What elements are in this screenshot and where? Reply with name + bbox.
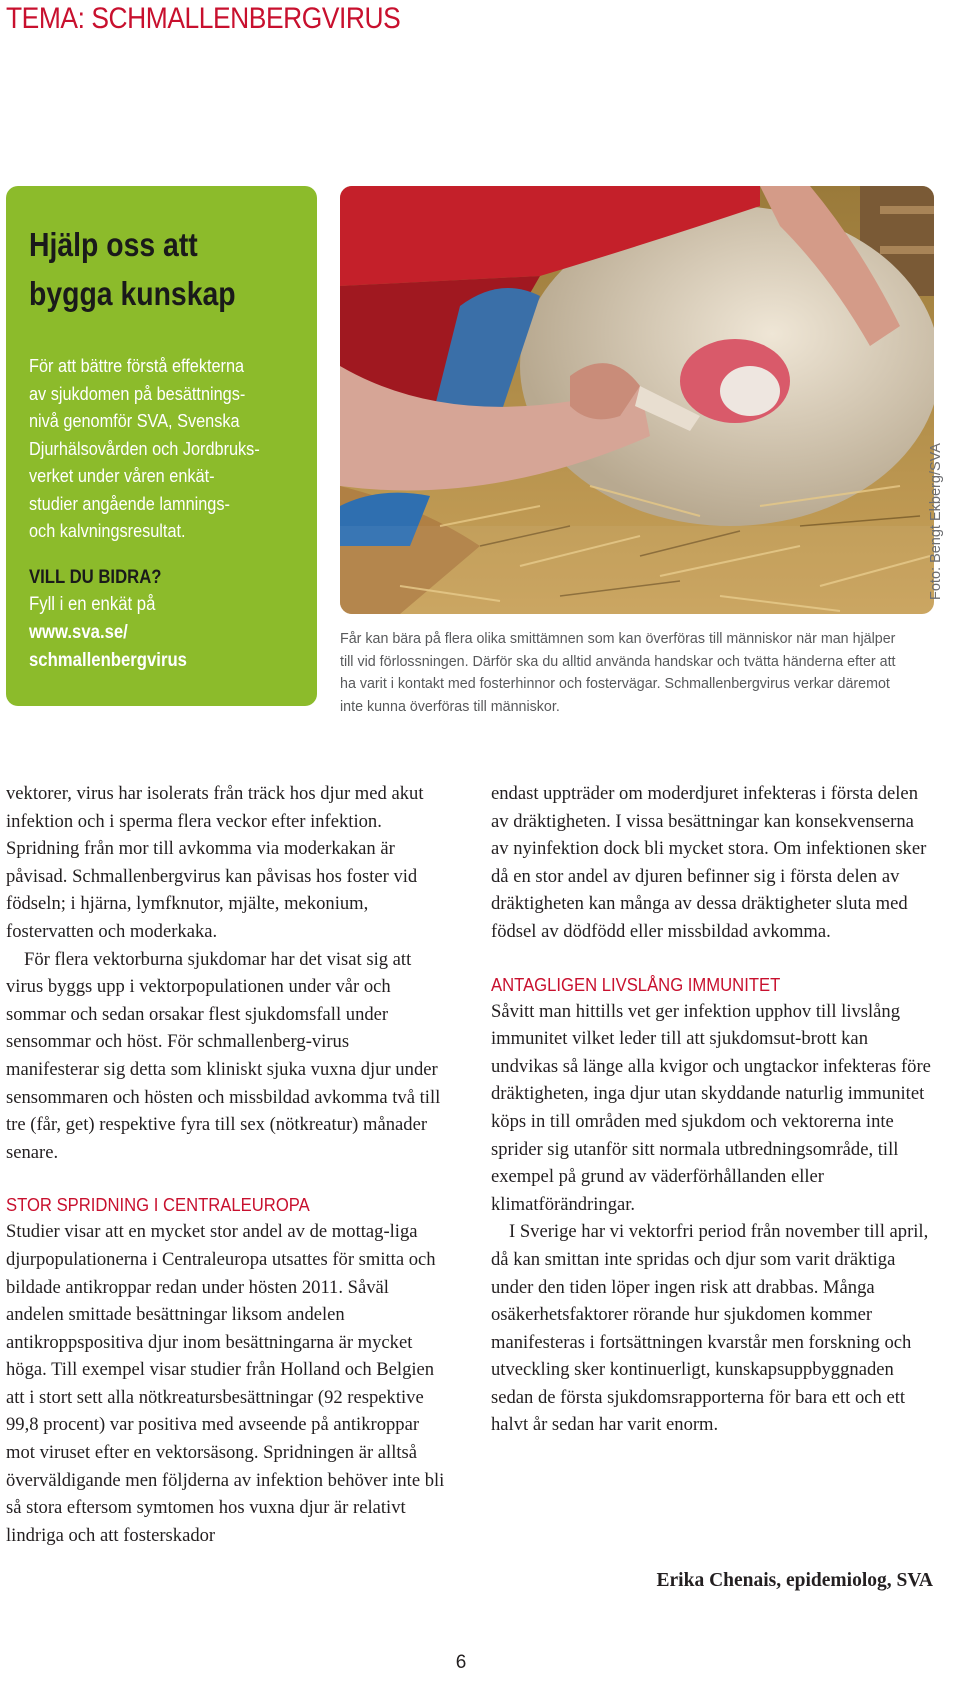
left-column xyxy=(6,780,446,1549)
body-paragraph: Studier visar att en mycket stor andel av de mottag-liga djurpopulationerna i Centraleuropa utsattes för smitta och bildade antikroppar redan under hösten 2011. Såväl andelen smittade besättningar liksom andelen antikroppspositiva djur inom besättningarna är mycket höga. Till exempel visar studier från Holland och Belgien att i stort sett alla nötkreatursbesättningar (92 respektive 99,8 procent) var positiva med avseende på antikroppar mot viruset efter en vektorsäsong. Spridningen är alltså överväldigande men följderna av infektion behöver inte bli så stora eftersom symtomen hos vuxna djur är relativt lindriga och att fosterskador xyxy=(6,1221,445,1546)
section-heading: ANTAGLIGEN LIVSLÅNG IMMUNITET xyxy=(491,973,781,995)
info-box-cta-text: Fyll i en enkät på xyxy=(29,593,156,615)
right-column xyxy=(491,780,931,1439)
info-box xyxy=(6,186,317,706)
lambing-photo xyxy=(340,186,934,614)
body-paragraph: vektorer, virus har isolerats från träck hos djur med akut infektion och i sperma flera veckor efter infektion. Spridning från mor till avkomma via moderkakan är påvisad. Schmallenbergvirus kan påvisas hos foster vid födseln; i hjärna, lymfknutor, mjälte, mekonium, fostervatten och moderkaka. xyxy=(6,783,424,942)
body-paragraph: För flera vektorburna sjukdomar har det visat sig att virus byggs upp i vektorpopulationen under vår och sommar och sedan orsakar flest sjukdomsfall under sensommar och höst. För schmallenberg-virus manifesterar sig detta som kliniskt sjuka vuxna djur under sensommaren och hösten och missbildad avkomma två till tre (får, get) respektive fyra till sex (nötkreatur) månader senare. xyxy=(6,948,441,1163)
body-paragraph: Såvitt man hittills vet ger infektion upphov till livslång immunitet vilket leder till att sjukdomsut-brott kan undvikas så länge alla kvigor och ungtackor infekteras före dräktigheten, inga djur utan skyddande naturlig immunitet köps in till områden med sjukdom och vektorerna inte sprider sig utanför sitt normala utbredningsområde, till exempel på grund av väderförhållanden eller klimatförändringar. xyxy=(491,1000,931,1215)
body-paragraph: endast uppträder om moderdjuret infekteras i första delen av dräktigheten. I vissa besättningar kan konsekvenserna av nyinfektion dock bli mycket stora. Om infektionen sker då en stor andel av djuren befinner sig i första delen av dräktigheten kan många av dessa dräktigheter sluta med födsel av dödfödd eller missbildad avkomma. xyxy=(491,783,927,942)
info-box-cta-heading: VILL DU BIDRA? xyxy=(29,566,162,588)
info-box-intro: För att bättre förstå effekterna av sjukdomen på besättnings- nivå genomför SVA, Svenska Djurhälsovården och Jordbruks- verket under våren enkät- studier angående lamnings- och kalvningsresultat. xyxy=(29,355,260,541)
section-heading: STOR SPRIDNING I CENTRALEUROPA xyxy=(6,1194,310,1216)
page-number: 6 xyxy=(455,1652,467,1673)
photo-credit: Foto: Bengt Ekberg/SVA xyxy=(928,443,944,600)
section-header: TEMA: SCHMALLENBERGVIRUS xyxy=(6,2,401,35)
survey-link[interactable]: www.sva.se/ schmallenbergvirus xyxy=(29,621,187,671)
author-signature: Erika Chenais, epidemiolog, SVA xyxy=(656,1570,933,1591)
info-box-heading: Hjälp oss att bygga kunskap xyxy=(29,226,236,312)
lambing-photo-image xyxy=(340,186,934,614)
photo-caption: Får kan bära på flera olika smittämnen som kan överföras till människor när man hjälper till vid förlossningen. Därför ska du alltid använda handskar och tvätta händerna efter att ha varit i kontakt med fosterhinnor och fostervägar. Schmallenbergvirus verkar däremot inte kunna överföras till människor. xyxy=(340,630,896,715)
body-paragraph: I Sverige har vi vektorfri period från november till april, då kan smittan inte spridas och djur som varit dräktiga under den tiden löper ingen risk att drabbas. Många osäkerhetsfaktorer rörande hur sjukdomen kommer manifesteras i fortsättningen kvarstår men forskning och utveckling sker kontinuerligt, kunskapsuppbyggnaden sedan de första sjukdomsrapporterna för bara ett och ett halvt år sedan har varit enorm. xyxy=(491,1221,929,1436)
